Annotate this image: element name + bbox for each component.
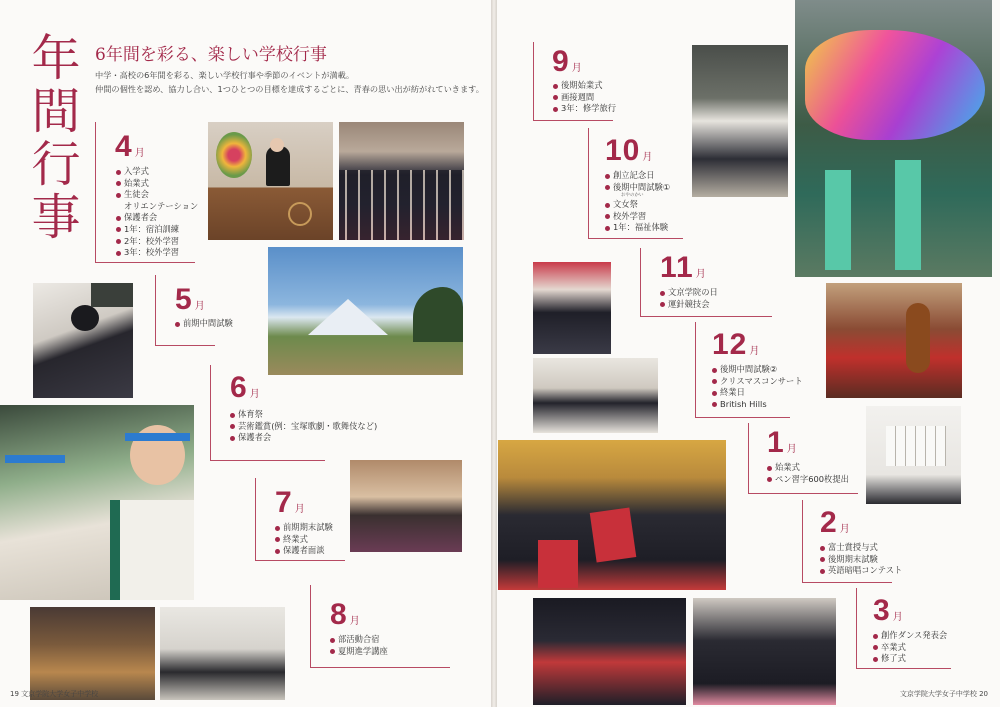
month-number: 6 [230,371,248,404]
month-october [605,136,652,166]
event-list-july [275,522,333,557]
event-item: ペン習字600枚提出 [767,474,849,486]
event-item: 1年：福祉体験 [605,222,670,234]
month-january [767,428,797,458]
month-number: 8 [330,598,348,631]
event-item: 運針競技会 [660,299,718,311]
event-item: 入学式 [116,166,198,178]
timeline-line [802,582,892,583]
event-item: 2年：校外学習 [116,236,198,248]
timeline-line [95,262,195,263]
colorful-flag [805,30,985,140]
month-november [660,253,706,283]
timeline-line [588,128,589,238]
month-unit: 月 [571,63,582,74]
month-number: 12 [712,328,748,361]
event-item: 画接週間 [553,92,616,104]
month-unit: 月 [134,148,145,159]
event-list-june [230,409,377,444]
photo-summer-lecture [160,607,285,700]
month-july [275,488,305,518]
event-item: 校外学習 [605,211,670,223]
section-heading: 6年間を彩る、楽しい学校行事 [95,45,327,65]
event-item: 始業式 [116,178,198,190]
event-item: 保護者会 [230,432,377,444]
month-number: 5 [175,283,193,316]
event-item: 創立記念日 [605,170,670,182]
event-item: 生徒会 [116,189,198,201]
month-february [820,508,850,538]
timeline-line [533,42,534,120]
trees [413,287,463,342]
month-unit: 月 [749,346,760,357]
page-folio: 文京学院大学女子中学校 20 [899,690,988,698]
timeline-line [802,500,803,582]
title-char: 年 [31,30,81,87]
photo-speech-podium [208,122,333,240]
timeline-line [640,316,772,317]
timeline-line [210,460,325,461]
intro-line: 仲間の個性を認め、協力し合い、1つひとつの目標を達成するごとに、青春の思い出が紡がれていきます。 [95,84,484,94]
speaker-head [270,138,284,152]
event-list-august [330,634,388,657]
month-unit: 月 [294,504,305,515]
event-list-november [660,287,718,310]
event-list-april [116,166,198,259]
photo-summer-camp [30,607,155,700]
month-unit: 月 [786,444,797,455]
event-item: British Hills [712,399,803,411]
event-item: クリスマスコンサート [712,376,803,388]
mount-fuji [308,299,388,335]
intro-line: 中学・高校の6年間を彩る、楽しい学校行事や季節のイベントが満載。 [95,70,355,80]
month-august [330,600,360,630]
photo-bunkyo-day [533,262,611,354]
event-list-october [605,170,670,234]
month-unit: 月 [249,389,260,400]
timeline-line [748,423,749,493]
timeline-line [255,478,256,560]
month-number: 11 [660,251,694,284]
month-number: 4 [115,130,133,163]
month-unit: 月 [695,269,706,280]
event-item: 前期中間試験 [175,318,233,330]
month-june [230,373,260,403]
timeline-line [588,238,683,239]
ruby-text: おやのかい [621,193,644,199]
event-item: オリエンテーション [124,200,199,211]
month-number: 3 [873,594,891,627]
month-may [175,285,205,315]
month-number: 10 [605,134,641,167]
month-september [552,47,582,77]
photo-students-outdoors [350,460,462,552]
photo-christmas-concert [826,283,962,398]
title-char: 事 [31,189,81,246]
student-head [71,305,99,331]
event-item: 芸術鑑賞(例：宝塚歌劇・歌舞伎など) [230,421,377,433]
event-item: 後期始業式 [553,80,616,92]
event-item: 修了式 [873,653,947,665]
photo-sports-festival [0,405,194,600]
timeline-line [95,122,96,262]
event-item: 後期中間試験② [712,364,803,376]
event-item: 部活動合宿 [330,634,388,646]
speaker-figure [266,146,290,186]
timeline-line [310,585,311,667]
calligraphy-paper [886,426,946,466]
timeline-line [856,588,857,668]
photo-entrance-ceremony-hall [339,122,464,240]
event-list-may [175,318,233,330]
timeline-line [695,417,790,418]
month-unit: 月 [194,301,205,312]
timeline-line [210,365,211,460]
event-item: 創作ダンス発表会 [873,630,947,642]
month-number: 1 [767,426,785,459]
event-item: 終業日 [712,387,803,399]
flower-arrangement [216,132,252,178]
award-folder [590,507,637,562]
event-item: 1年：宿泊訓練 [116,224,198,236]
month-number: 7 [275,486,293,519]
photo-flag-dance-festival [795,0,992,277]
photo-exam-classroom [33,283,133,398]
month-april [115,132,145,162]
event-list-february [820,542,902,577]
event-item: 保護者会 [116,212,198,224]
event-item: 保護者面談 [275,545,333,557]
event-item: 体育祭 [230,409,377,421]
event-list-september [553,80,616,115]
month-unit: 月 [839,524,850,535]
timeline-line [155,345,215,346]
month-december [712,330,759,360]
month-number: 9 [552,45,570,78]
event-item: 文京学院の日 [660,287,718,299]
event-item: 富士賞授与式 [820,542,902,554]
photo-pen-calligraphy [866,406,961,504]
event-item: 3年：修学旅行 [553,103,616,115]
month-number: 2 [820,506,838,539]
timeline-line [640,248,641,316]
event-item: 始業式 [767,462,849,474]
timeline-line [856,668,951,669]
award-folder [538,540,578,588]
podium-emblem [288,202,312,226]
event-item: 英語暗唱コンテスト [820,565,902,577]
blue-headband [5,455,65,463]
event-list-january [767,462,849,485]
cello [906,303,930,373]
event-item: 後期期末試験 [820,554,902,566]
seated-students [339,170,464,240]
timeline-line [695,322,696,417]
timeline-line [155,275,156,345]
timeline-line [255,560,345,561]
page-title [28,32,84,244]
event-list-march [873,630,947,665]
event-item: 後期中間試験① [605,182,670,194]
blue-headband [125,433,190,441]
dancer [825,170,851,270]
photo-fuji-award-ceremony [498,440,726,590]
photo-sewing-competition [533,358,658,433]
photo-graduation-ceremony [693,598,836,705]
timeline-line [748,493,858,494]
photo-dance-performance [533,598,686,705]
blackboard [91,283,133,307]
event-list-december [712,364,803,410]
event-item: 3年：校外学習 [116,247,198,259]
event-item: 文女祭 [605,199,670,211]
event-item: 夏期進学講座 [330,646,388,658]
photo-mount-fuji-outing [268,247,463,375]
month-unit: 月 [349,616,360,627]
timeline-line [533,120,613,121]
event-item: 前期期末試験 [275,522,333,534]
dancer [895,160,921,270]
timeline-line [310,667,450,668]
intro-text [95,68,484,96]
title-char: 間 [31,83,81,140]
month-unit: 月 [892,612,903,623]
event-item: 卒業式 [873,642,947,654]
page-folio: 19 文京学院大学女子中学校 [10,690,99,698]
event-item: 終業式 [275,534,333,546]
sports-shirt [110,500,194,600]
month-march [873,596,903,626]
photo-school-trip-group [692,45,788,197]
title-char: 行 [31,136,81,193]
month-unit: 月 [642,152,653,163]
